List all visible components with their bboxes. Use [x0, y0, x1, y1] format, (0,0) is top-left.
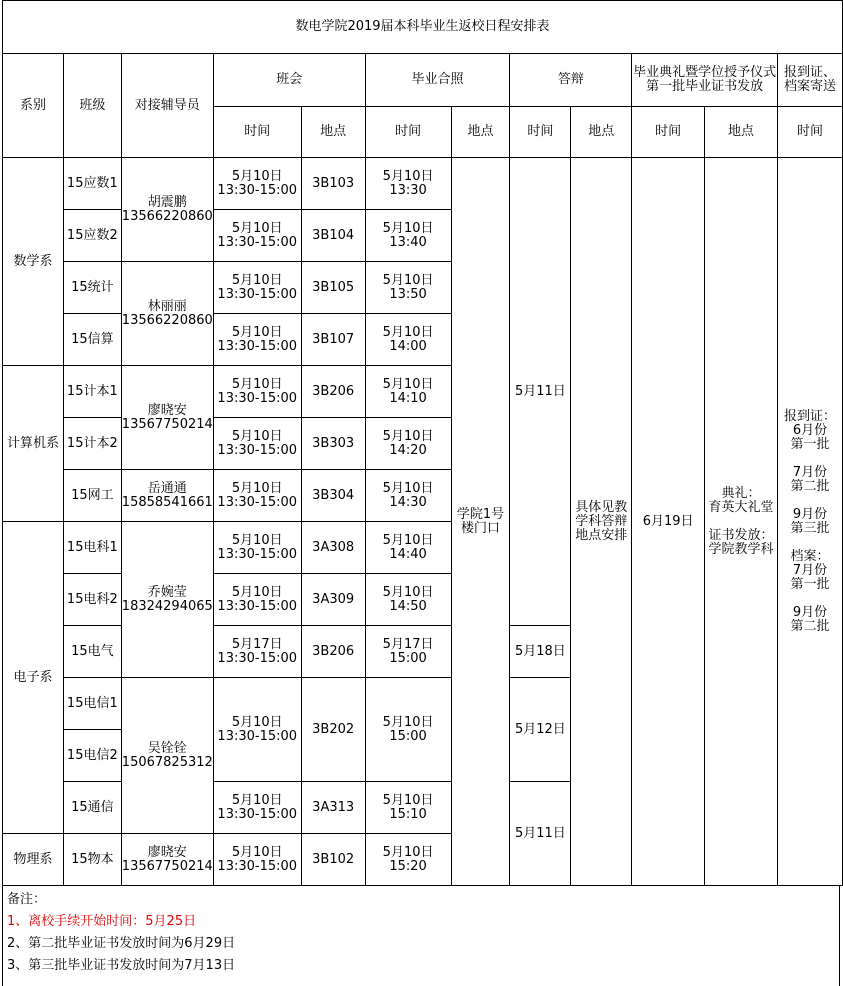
advisor-cell: 乔婉莹 18324294065 — [121, 522, 213, 678]
meeting-place-cell: 3B206 — [301, 626, 365, 678]
class-cell: 15电信1 — [63, 678, 121, 730]
class-cell: 15统计 — [63, 262, 121, 314]
schedule-table — [2, 0, 843, 886]
photo-time-cell: 5月10日 14:10 — [365, 366, 451, 418]
advisor-cell: 吴铨铨 15067825312 — [121, 678, 213, 834]
header-defense: 答辩 — [510, 54, 632, 107]
meeting-place-cell: 3B303 — [301, 418, 365, 470]
meeting-time-cell: 5月10日 13:30-15:00 — [213, 158, 301, 210]
ceremony-time-cell: 6月19日 — [632, 158, 705, 886]
header-dept: 系别 — [3, 54, 64, 158]
meeting-time-cell: 5月10日 13:30-15:00 — [213, 366, 301, 418]
note-item: 1、离校手续开始时间：5月25日 — [7, 914, 197, 929]
photo-time-cell: 5月10日 14:20 — [365, 418, 451, 470]
advisor-cell: 林丽丽 13566220860 — [121, 262, 213, 366]
ceremony-place-cell: 典礼： 育英大礼堂 证书发放： 学院教学科 — [705, 158, 778, 886]
class-cell: 15通信 — [63, 782, 121, 834]
meeting-place-cell: 3B304 — [301, 470, 365, 522]
defense-place-cell: 具体见教 学科答辩 地点安排 — [571, 158, 632, 886]
advisor-cell: 胡震鹏 13566220860 — [121, 158, 213, 262]
defense-time-cell: 5月12日 — [510, 678, 571, 782]
header-ceremony: 毕业典礼暨学位授予仪式第一批毕业证书发放 — [632, 54, 778, 107]
photo-time-cell: 5月17日 15:00 — [365, 626, 451, 678]
meeting-place-cell: 3B107 — [301, 314, 365, 366]
header-photo-place: 地点 — [451, 107, 510, 158]
class-cell: 15电科2 — [63, 574, 121, 626]
class-cell: 15电信2 — [63, 730, 121, 782]
photo-time-cell: 5月10日 15:10 — [365, 782, 451, 834]
photo-time-cell: 5月10日 14:40 — [365, 522, 451, 574]
defense-time-cell: 5月11日 — [510, 158, 571, 626]
photo-time-cell: 5月10日 15:20 — [365, 834, 451, 886]
advisor-cell: 岳通通 15858541661 — [121, 470, 213, 522]
class-cell: 15物本 — [63, 834, 121, 886]
header-ceremony-place: 地点 — [705, 107, 778, 158]
meeting-time-cell: 5月10日 13:30-15:00 — [213, 470, 301, 522]
notes-section — [2, 886, 840, 986]
header-advisor: 对接辅导员 — [121, 54, 213, 158]
photo-time-cell: 5月10日 13:50 — [365, 262, 451, 314]
meeting-time-cell: 5月10日 13:30-15:00 — [213, 782, 301, 834]
dept-ee: 电子系 — [3, 522, 64, 834]
meeting-time-cell: 5月10日 13:30-15:00 — [213, 418, 301, 470]
photo-time-cell: 5月10日 13:30 — [365, 158, 451, 210]
meeting-time-cell: 5月17日 13:30-15:00 — [213, 626, 301, 678]
header-ceremony-time: 时间 — [632, 107, 705, 158]
class-cell: 15电气 — [63, 626, 121, 678]
header-photo-time: 时间 — [365, 107, 451, 158]
dept-cs: 计算机系 — [3, 366, 64, 522]
meeting-time-cell: 5月10日 13:30-15:00 — [213, 262, 301, 314]
photo-time-cell: 5月10日 14:00 — [365, 314, 451, 366]
header-report: 报到证、档案寄送 — [778, 54, 843, 107]
header-defense-time: 时间 — [510, 107, 571, 158]
report-time-cell: 报到证： 6月份 第一批 7月份 第二批 9月份 第三批 档案： 7月份 第一批 9月份 第二批 — [778, 158, 843, 886]
meeting-place-cell: 3A313 — [301, 782, 365, 834]
meeting-time-cell: 5月10日 13:30-15:00 — [213, 678, 301, 782]
notes-label: 备注： — [7, 892, 47, 907]
advisor-cell: 廖晓安 13567750214 — [121, 366, 213, 470]
meeting-place-cell: 3B206 — [301, 366, 365, 418]
meeting-time-cell: 5月10日 13:30-15:00 — [213, 834, 301, 886]
meeting-place-cell: 3A308 — [301, 522, 365, 574]
photo-time-cell: 5月10日 14:50 — [365, 574, 451, 626]
photo-time-cell: 5月10日 14:30 — [365, 470, 451, 522]
meeting-time-cell: 5月10日 13:30-15:00 — [213, 574, 301, 626]
meeting-time-cell: 5月10日 13:30-15:00 — [213, 522, 301, 574]
photo-time-cell: 5月10日 15:00 — [365, 678, 451, 782]
note-item: 3、第三批毕业证书发放时间为7月13日 — [7, 958, 236, 973]
page-title: 数电学院2019届本科毕业生返校日程安排表 — [3, 1, 843, 54]
header-meeting-time: 时间 — [213, 107, 301, 158]
meeting-place-cell: 3B202 — [301, 678, 365, 782]
advisor-cell: 廖晓安 13567750214 — [121, 834, 213, 886]
class-cell: 15信算 — [63, 314, 121, 366]
class-cell: 15计本1 — [63, 366, 121, 418]
header-meeting: 班会 — [213, 54, 365, 107]
dept-phys: 物理系 — [3, 834, 64, 886]
class-cell: 15应数2 — [63, 210, 121, 262]
class-cell: 15计本2 — [63, 418, 121, 470]
class-cell: 15应数1 — [63, 158, 121, 210]
defense-time-cell: 5月18日 — [510, 626, 571, 678]
header-photo: 毕业合照 — [365, 54, 510, 107]
header-class: 班级 — [63, 54, 121, 158]
meeting-time-cell: 5月10日 13:30-15:00 — [213, 210, 301, 262]
photo-time-cell: 5月10日 13:40 — [365, 210, 451, 262]
dept-math: 数学系 — [3, 158, 64, 366]
meeting-place-cell: 3B104 — [301, 210, 365, 262]
class-cell: 15网工 — [63, 470, 121, 522]
header-report-time: 时间 — [778, 107, 843, 158]
meeting-place-cell: 3B103 — [301, 158, 365, 210]
header-meeting-place: 地点 — [301, 107, 365, 158]
photo-place-cell: 学院1号 楼门口 — [451, 158, 510, 886]
meeting-time-cell: 5月10日 13:30-15:00 — [213, 314, 301, 366]
meeting-place-cell: 3B102 — [301, 834, 365, 886]
note-item: 2、第二批毕业证书发放时间为6月29日 — [7, 936, 236, 951]
header-defense-place: 地点 — [571, 107, 632, 158]
defense-time-cell: 5月11日 — [510, 782, 571, 886]
meeting-place-cell: 3B105 — [301, 262, 365, 314]
class-cell: 15电科1 — [63, 522, 121, 574]
meeting-place-cell: 3A309 — [301, 574, 365, 626]
